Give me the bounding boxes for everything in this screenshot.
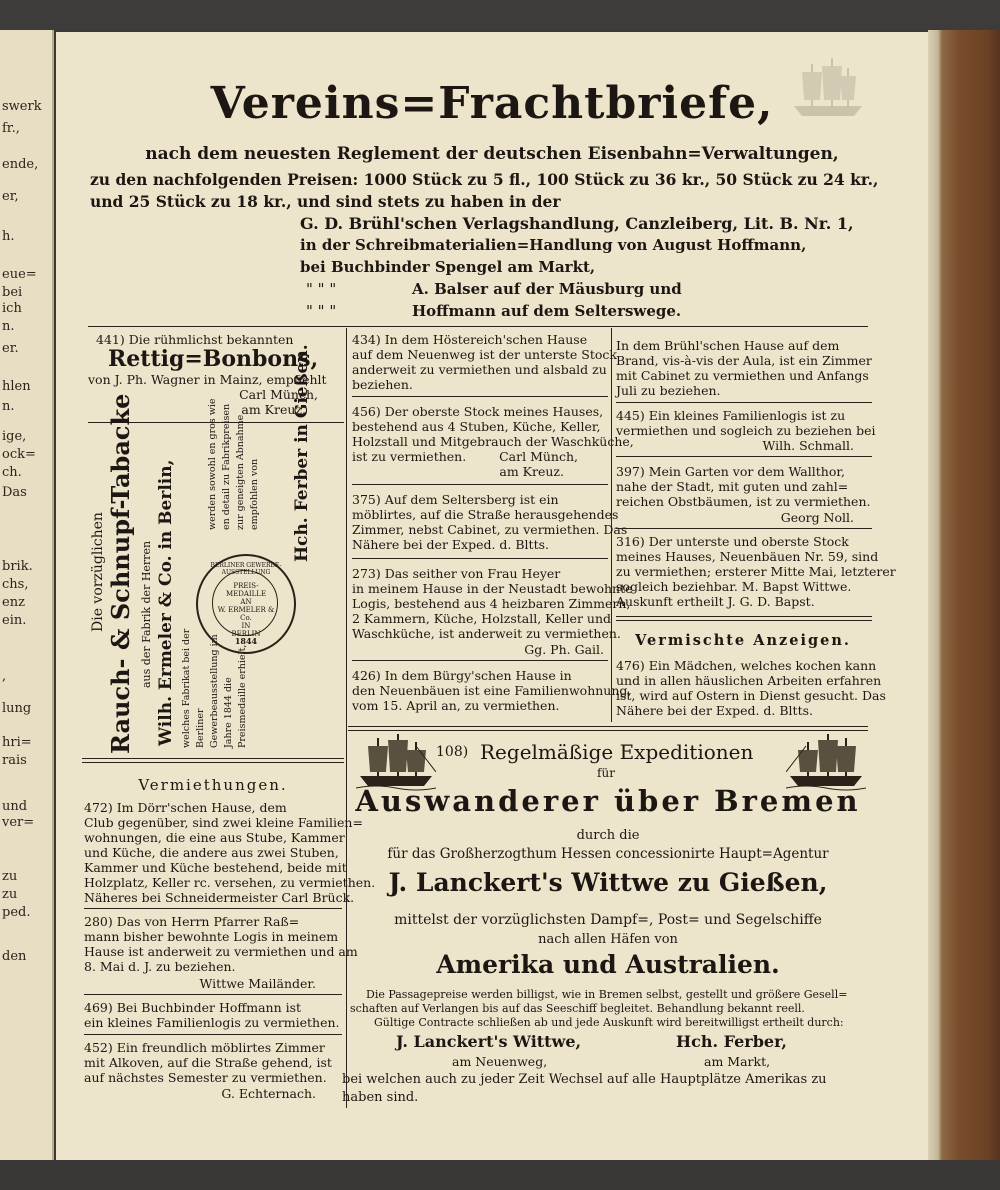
left-page-fragment: fr., xyxy=(2,121,20,136)
newspaper-page xyxy=(56,32,928,1167)
left-page-edge xyxy=(0,30,54,1160)
ad-476-line: 476) Ein Mädchen, welches kochen kann xyxy=(616,658,877,673)
left-page-fragment: zu xyxy=(2,887,18,902)
ship-icon-right xyxy=(786,732,866,792)
ad-472-line: Holzplatz, Keller rc. versehen, zu vermiethen. xyxy=(84,875,376,890)
ad-273-line: in meinem Hause in der Neustadt bewohnte xyxy=(352,581,633,596)
emigration-title-3: J. Lanckert's Wittwe zu Gießen, xyxy=(388,868,828,897)
scanner-top-edge xyxy=(0,0,1000,30)
ad-456-place: am Kreuz. xyxy=(499,464,564,479)
ad-397-line: nahe der Stadt, mit guten und zahl= xyxy=(616,479,849,494)
ad-472-line: und Küche, die andere aus zwei Stuben, xyxy=(84,845,339,860)
emigration-body-2: schaften auf Verlangen bis auf das Seeschiff begleitet. Behandlung bekannt reell. xyxy=(350,1002,805,1015)
ad-441-sign: Carl Münch, xyxy=(239,387,318,402)
emigration-place-1: am Neuenweg, xyxy=(452,1054,548,1069)
emigration-agent-1: J. Lanckert's Wittwe, xyxy=(396,1032,582,1051)
seal-line-4: W. ERMELER & Co. xyxy=(217,606,275,622)
ad-280-line: mann bisher bewohnte Logis in meinem xyxy=(84,929,339,944)
ad-bruehl-line: In dem Brühl'schen Hause auf dem xyxy=(616,338,840,353)
ad-bruehl-line: Brand, vis-à-vis der Aula, ist ein Zimmer xyxy=(616,353,872,368)
left-page-fragment: lung xyxy=(2,701,32,716)
ad-280-line: 280) Das von Herrn Pfarrer Raß= xyxy=(84,914,300,929)
emigration-title-2: Auswanderer über Bremen xyxy=(355,784,861,818)
left-page-fragment: hri= xyxy=(2,735,32,750)
ad-452-sign: G. Echternach. xyxy=(221,1086,316,1101)
left-page-fragment: brik. xyxy=(2,559,33,574)
emigration-line-2: mittelst der vorzüglichsten Dampf=, Post= und Segelschiffe xyxy=(394,912,822,928)
seal-line-5: IN xyxy=(241,622,251,630)
ad-397 xyxy=(616,464,878,509)
ad-375-line: Nähere bei der Exped. d. Bltts. xyxy=(352,537,549,552)
ad-452 xyxy=(84,1040,346,1085)
ad-476-line: ist, wird auf Ostern in Dienst gesucht. Das xyxy=(616,688,886,703)
ad-472-line: Club gegenüber, sind zwei kleine Familien= xyxy=(84,815,363,830)
ad-472-line: 472) Im Dörr'schen Hause, dem xyxy=(84,800,287,815)
column-divider-left xyxy=(346,328,347,1108)
header-line-1: nach dem neuesten Reglement der deutschen Eisenbahn=Verwaltungen, xyxy=(145,144,839,164)
left-page-fragment: rais xyxy=(2,753,27,768)
emigration-durch: durch die xyxy=(576,828,640,843)
ad-316-line: Auskunft ertheilt J. G. D. Bapst. xyxy=(616,594,815,609)
ad-280-line: Hause ist anderweit zu vermiethen und am xyxy=(84,944,358,959)
rule-472 xyxy=(84,908,342,909)
rule-456 xyxy=(352,484,608,485)
seal-year: 1844 xyxy=(234,636,258,646)
tobacco-col-3: aus der Fabrik der Herren xyxy=(140,540,153,688)
tobacco-col-2: Rauch- & Schnupf-Tabacke xyxy=(106,393,135,754)
seal-line-2: MEDAILLE xyxy=(225,590,267,598)
left-page-fragment: bei xyxy=(2,285,23,300)
tobacco-col-5: welches Fabrikat bei der Berliner Gewerbeausstellung im Jahre 1844 die Preismedaille erhielt, xyxy=(181,628,248,748)
ad-441-line-2: von J. Ph. Wagner in Mainz, empfiehlt xyxy=(88,372,327,387)
left-page-fragment: n. xyxy=(2,319,15,334)
header-line-6: bei Buchbinder Spengel am Markt, xyxy=(300,258,596,276)
section-heading-vermiethungen: Vermiethungen. xyxy=(138,776,288,794)
emigration-fuer: für xyxy=(597,766,615,780)
ad-445-line: vermiethen und sogleich zu beziehen bei xyxy=(616,423,876,438)
ad-434-line: anderweit zu vermiethen und alsbald zu xyxy=(352,362,607,377)
header-line-8: Hoffmann auf dem Selterswege. xyxy=(412,302,682,320)
ad-bruehl xyxy=(616,338,878,398)
ad-469-line: ein kleines Familienlogis zu vermiethen. xyxy=(84,1015,340,1030)
header-line-3: und 25 Stück zu 18 kr., und sind stets zu haben in der xyxy=(90,192,561,211)
ad-434-line: 434) In dem Höstereich'schen Hause xyxy=(352,332,588,347)
rule-280 xyxy=(84,994,342,995)
ad-273-line: 2 Kammern, Küche, Holzstall, Keller und xyxy=(352,611,611,626)
seal-outer-text: BERLINER GEWERBE-AUSSTELLUNG xyxy=(210,562,282,576)
ad-397-line: 397) Mein Garten vor dem Wallthor, xyxy=(616,464,845,479)
ditto-marks-2: " " " xyxy=(306,302,337,320)
ad-273-sign: Gg. Ph. Gail. xyxy=(524,642,604,657)
rule-emigration-top xyxy=(348,726,868,731)
exhibition-medal-seal xyxy=(196,554,296,654)
header-line-4: G. D. Brühl'schen Verlagshandlung, Canzleiberg, Lit. B. Nr. 1, xyxy=(300,214,854,233)
ad-476-line: Nähere bei der Exped. d. Bltts. xyxy=(616,703,813,718)
left-page-fragment: ich xyxy=(2,301,22,316)
ship-icon-left xyxy=(356,732,436,792)
ad-456-line: ist zu vermiethen. xyxy=(352,449,467,464)
left-page-fragment: und xyxy=(2,799,28,814)
ad-bruehl-line: Juli zu beziehen. xyxy=(616,383,721,398)
ad-452-line: auf nächstes Semester zu vermiethen. xyxy=(84,1070,327,1085)
ad-273-line: Logis, bestehend aus 4 heizbaren Zimmern, xyxy=(352,596,631,611)
ad-452-line: 452) Ein freundlich möblirtes Zimmer xyxy=(84,1040,325,1055)
left-page-fragment: ver= xyxy=(2,815,35,830)
book-spine xyxy=(928,30,1000,1190)
ad-434-line: beziehen. xyxy=(352,377,413,392)
ad-397-line: reichen Obstbäumen, ist zu vermiethen. xyxy=(616,494,871,509)
rule-397 xyxy=(616,528,872,529)
header-title: Vereins=Frachtbriefe, xyxy=(210,78,774,129)
ad-476 xyxy=(616,658,886,718)
left-page-fragment: ige, xyxy=(2,429,27,444)
left-page-fragment: ped. xyxy=(2,905,31,920)
ad-456-sign: Carl Münch, xyxy=(499,449,578,464)
ad-472-line: wohnungen, die eine aus Stube, Kammer xyxy=(84,830,345,845)
emigration-body-4: bei welchen auch zu jeder Zeit Wechsel auf alle Hauptplätze Amerikas zu xyxy=(342,1072,827,1087)
seal-line-1: PREIS- xyxy=(233,582,259,590)
ad-456-line: bestehend aus 4 Stuben, Küche, Keller, xyxy=(352,419,601,434)
emigration-title-4: Amerika und Australien. xyxy=(436,950,780,979)
ad-397-sign: Georg Noll. xyxy=(780,510,854,525)
ad-469 xyxy=(84,1000,346,1030)
ad-375-line: Zimmer, nebst Cabinet, zu vermiethen. Das xyxy=(352,522,628,537)
left-page-fragment: zu xyxy=(2,869,18,884)
ad-280-line: 8. Mai d. J. zu beziehen. xyxy=(84,959,236,974)
seal-inner-text xyxy=(216,582,276,638)
left-page-fragment: er. xyxy=(2,341,19,356)
ad-434-line: auf dem Neuenweg ist der unterste Stock xyxy=(352,347,617,362)
ad-452-line: mit Alkoven, auf die Straße gehend, ist xyxy=(84,1055,332,1070)
seal-line-6: BERLIN xyxy=(231,630,261,638)
seal-line-3: AN xyxy=(240,598,252,606)
ad-280 xyxy=(84,914,358,974)
emigration-line-3: nach allen Häfen von xyxy=(538,932,678,947)
ad-426 xyxy=(352,668,632,713)
scanner-bottom-edge xyxy=(0,1160,1000,1190)
ad-375-line: 375) Auf dem Seltersberg ist ein xyxy=(352,492,559,507)
ad-476-line: und in allen häuslichen Arbeiten erfahren xyxy=(616,673,882,688)
ad-273-line: Waschküche, ist anderweit zu vermiethen. xyxy=(352,626,621,641)
ad-456-line: 456) Der oberste Stock meines Hauses, xyxy=(352,404,604,419)
rule-tobacco xyxy=(82,758,344,763)
ad-316-line: zu vermiethen; ersterer Mitte Mai, letzterer xyxy=(616,564,896,579)
tobacco-col-1: Die vorzüglichen xyxy=(90,512,106,632)
left-page-fragment: hlen xyxy=(2,379,31,394)
rule-434 xyxy=(352,396,608,397)
tobacco-col-6: werden sowohl en gros wie en detail zu Fabrikpreisen zur geneigten Abnahme empfohlen von xyxy=(207,398,260,530)
rule-273 xyxy=(352,660,608,661)
left-page-fragment: ch. xyxy=(2,465,22,480)
rule-bruehl xyxy=(616,402,872,403)
ad-445 xyxy=(616,408,878,438)
left-page-fragment: Das xyxy=(2,485,27,500)
ad-472-line: Kammer und Küche bestehend, beide mit xyxy=(84,860,347,875)
ad-472-line: Näheres bei Schneidermeister Carl Brück. xyxy=(84,890,355,905)
left-page-fragment: , xyxy=(2,669,7,684)
tobacco-col-7: Hch. Ferber in Gießen. xyxy=(292,344,312,562)
ad-316-line: 316) Der unterste und oberste Stock xyxy=(616,534,849,549)
ad-bruehl-line: mit Cabinet zu vermiethen und Anfangs xyxy=(616,368,869,383)
ad-273 xyxy=(352,566,633,641)
left-page-fragment: swerk xyxy=(2,99,42,114)
left-page-fragment: ein. xyxy=(2,613,27,628)
ad-280-sign: Wittwe Mailänder. xyxy=(199,976,316,991)
header-rule xyxy=(88,326,868,327)
left-page-fragment: ock= xyxy=(2,447,36,462)
ad-469-line: 469) Bei Buchbinder Hoffmann ist xyxy=(84,1000,302,1015)
header-line-5: in der Schreibmaterialien=Handlung von August Hoffmann, xyxy=(300,236,807,254)
emigration-place-2: am Markt, xyxy=(704,1054,771,1069)
ad-316 xyxy=(616,534,896,609)
ad-456-line: Holzstall und Mitgebrauch der Waschküche, xyxy=(352,434,634,449)
emigration-agent-2: Hch. Ferber, xyxy=(676,1032,787,1051)
rule-375 xyxy=(352,558,608,559)
emigration-body-1: Die Passagepreise werden billigst, wie in Bremen selbst, gestellt und größere Gesell= xyxy=(366,988,848,1001)
ditto-marks-1: " " " xyxy=(306,280,337,298)
left-page-fragment: den xyxy=(2,949,27,964)
ad-441-place: am Kreuz. xyxy=(241,402,306,417)
emigration-number: 108) xyxy=(436,744,469,760)
rule-469 xyxy=(84,1034,342,1035)
header-line-7: A. Balser auf der Mäusburg und xyxy=(412,280,682,298)
ad-441-intro: 441) Die rühmlichst bekannten xyxy=(96,332,294,347)
emigration-body-5: haben sind. xyxy=(342,1090,419,1105)
ad-273-line: 273) Das seither von Frau Heyer xyxy=(352,566,561,581)
ad-426-line: vom 15. April an, zu vermiethen. xyxy=(352,698,560,713)
ad-375 xyxy=(352,492,628,552)
emigration-title-1: Regelmäßige Expeditionen xyxy=(480,740,754,764)
left-page-fragment: eue= xyxy=(2,267,37,282)
ad-375-line: möblirtes, auf die Straße herausgehendes xyxy=(352,507,619,522)
ad-426-line: 426) In dem Bürgy'schen Hause in xyxy=(352,668,572,683)
emigration-line-1: für das Großherzogthum Hessen concessionirte Haupt=Agentur xyxy=(387,846,829,862)
ad-316-line: sogleich beziehbar. M. Bapst Wittwe. xyxy=(616,579,852,594)
ad-316-line: meines Hauses, Neuenbäuen Nr. 59, sind xyxy=(616,549,879,564)
ad-434 xyxy=(352,332,617,392)
left-page-fragment: h. xyxy=(2,229,15,244)
ad-445-line: 445) Ein kleines Familienlogis ist zu xyxy=(616,408,846,423)
section-heading-vermischte: Vermischte Anzeigen. xyxy=(635,632,851,649)
rule-316 xyxy=(616,616,872,621)
ad-445-sign: Wilh. Schmall. xyxy=(762,438,854,453)
tobacco-col-4: Wilh. Ermeler & Co. in Berlin, xyxy=(156,459,176,746)
left-page-fragment: ende, xyxy=(2,157,39,172)
left-page-fragment: enz xyxy=(2,595,25,610)
emigration-body-3: Gültige Contracte schließen ab und jede Auskunft wird bereitwilligst ertheilt durch: xyxy=(374,1016,844,1029)
left-page-fragment: er, xyxy=(2,189,19,204)
rule-445 xyxy=(616,456,872,457)
header-line-2: zu den nachfolgenden Preisen: 1000 Stück zu 5 fl., 100 Stück zu 36 kr., 50 Stück zu 24 kr., xyxy=(90,170,879,189)
ad-426-line: den Neuenbäuen ist eine Familienwohnung, xyxy=(352,683,632,698)
left-page-fragment: chs, xyxy=(2,577,29,592)
ad-472 xyxy=(84,800,376,905)
left-page-fragment: n. xyxy=(2,399,15,414)
ad-441-title: Rettig=Bonbons, xyxy=(108,346,319,372)
